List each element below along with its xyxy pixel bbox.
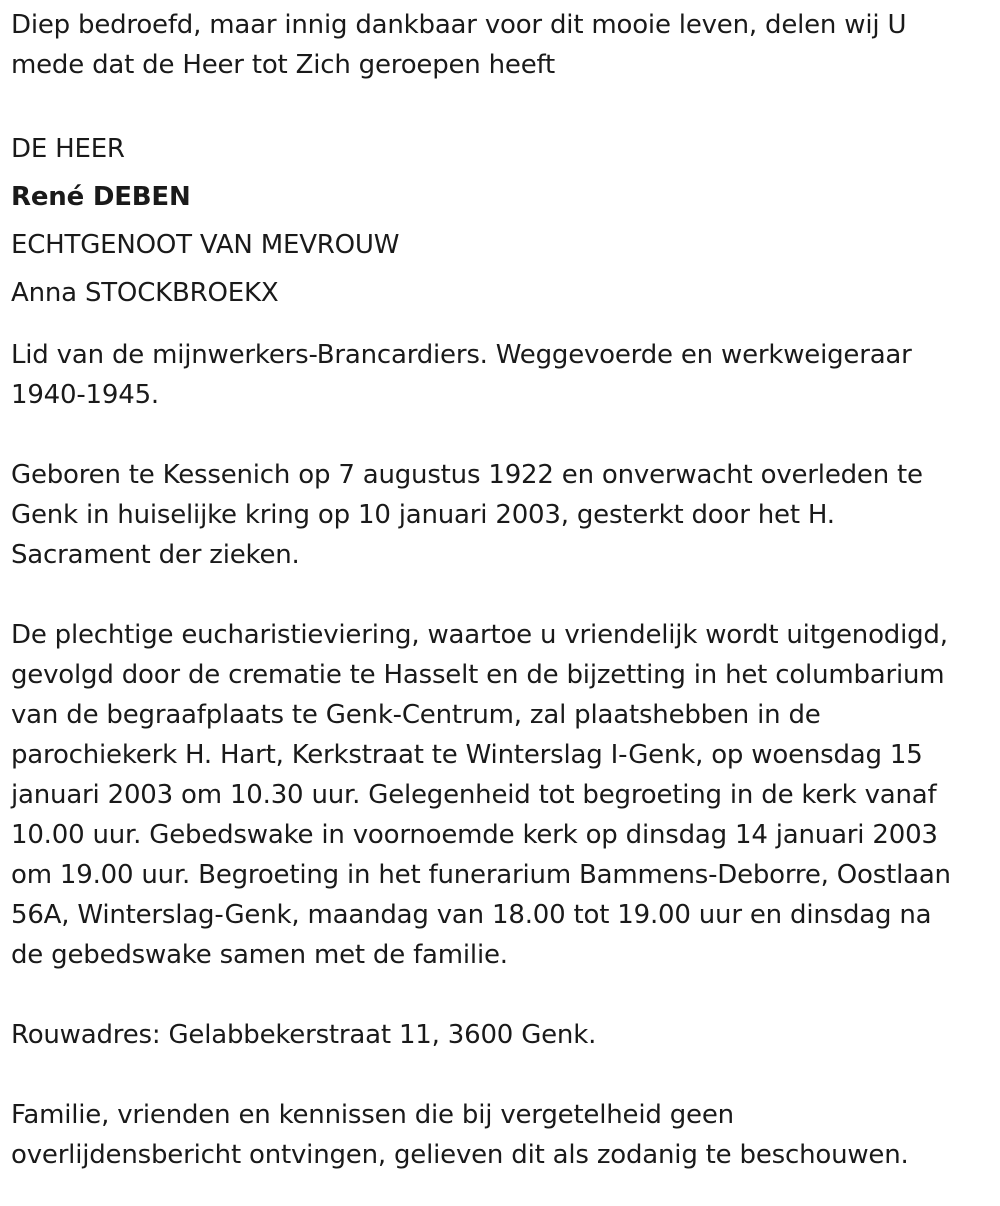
- spacer: [11, 317, 970, 335]
- intro-paragraph: Diep bedroefd, maar innig dankbaar voor dit mooie leven, delen wij U mede dat de Heer tot Zich geroepen heeft: [11, 10, 907, 80]
- spacer: [11, 975, 970, 1015]
- title-line: DE HEER: [11, 134, 125, 164]
- membership-paragraph: Lid van de mijnwerkers-Brancardiers. Weggevoerde en werkweigeraar 1940-1945.: [11, 340, 912, 410]
- deceased-name: René DEBEN: [11, 182, 191, 212]
- spouse-name: Anna STOCKBROEKX: [11, 278, 279, 308]
- spacer: [11, 415, 970, 455]
- spacer: [11, 1055, 970, 1095]
- birth-death-paragraph: Geboren te Kessenich op 7 augustus 1922 en onverwacht overleden te Genk in huiselijke kring op 10 januari 2003, gesterkt door het H. Sacrament der zieken.: [11, 460, 923, 570]
- spacer: [11, 575, 970, 615]
- spacer: [11, 85, 970, 125]
- mourning-address: Rouwadres: Gelabbekerstraat 11, 3600 Genk.: [11, 1020, 597, 1050]
- ceremony-paragraph: De plechtige eucharistieviering, waartoe u vriendelijk wordt uitgenodigd, gevolgd door de crematie te Hasselt en de bijzetting in het columbarium van de begraafplaats te Genk-Centrum, zal plaatshebben in de parochiekerk H. Hart, Kerkstraat te Winterslag I-Genk, op woensdag 15 januari 2003 om 10.30 uur. Gelegenheid tot begroeting in de kerk vanaf 10.00 uur. Gebedswake in voornoemde kerk op dinsdag 14 januari 2003 om 19.00 uur. Begroeting in het funerarium Bammens-Deborre, Oostlaan 56A, Winterslag-Genk, maandag van 18.00 tot 19.00 uur en dinsdag na de gebedswake samen met de familie.: [11, 620, 951, 970]
- closing-note: Familie, vrienden en kennissen die bij vergetelheid geen overlijdensbericht ontvingen, gelieven dit als zodanig te beschouwen.: [11, 1100, 909, 1170]
- spouse-label: ECHTGENOOT VAN MEVROUW: [11, 230, 400, 260]
